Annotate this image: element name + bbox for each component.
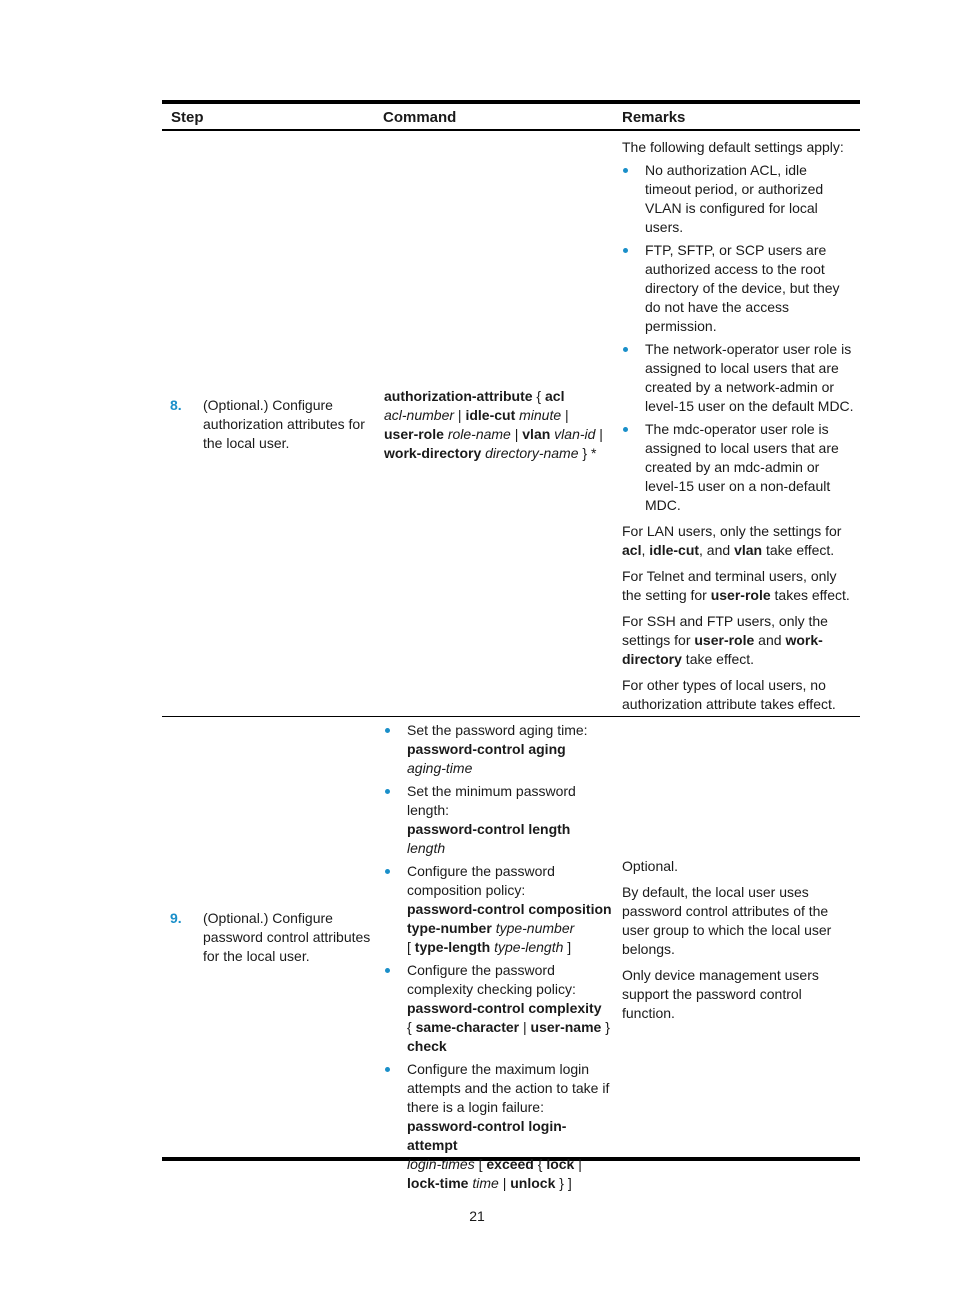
command-keyword: lock-time (407, 1175, 469, 1191)
command-keyword: password-control complexity (407, 1000, 602, 1016)
remarks-cell-8 (622, 138, 854, 721)
list-item (622, 241, 854, 336)
command-keyword: password-control composition (407, 901, 612, 917)
list-item (622, 340, 854, 416)
command-keyword: password-control length (407, 821, 571, 837)
command-syntax: } (601, 1019, 610, 1035)
bullet-icon (623, 168, 628, 173)
note-keyword: user-role (694, 632, 755, 648)
list-item (384, 721, 612, 778)
note-text: For LAN users, only the settings for (622, 523, 842, 539)
command-syntax: ] (563, 939, 572, 955)
command-line (407, 759, 612, 778)
command-line (407, 740, 612, 759)
note-text: takes effect. (770, 587, 850, 603)
command-syntax: [ (474, 1156, 487, 1172)
command-line (407, 900, 612, 919)
command-syntax: { (533, 1156, 547, 1172)
command-syntax: | (561, 407, 569, 423)
step-number-8: 8. (170, 397, 182, 413)
table-top-rule (162, 100, 860, 104)
command-keyword: idle-cut (465, 407, 516, 423)
note-text: For Telnet and terminal users, only the setting for (622, 568, 837, 603)
command-argument: role-name (447, 426, 511, 442)
header-command: Command (383, 109, 457, 126)
command-keyword: password-control aging (407, 741, 566, 757)
command-keyword: acl (545, 388, 565, 404)
command-syntax: | (454, 407, 466, 423)
command-keyword: work-directory (384, 445, 482, 461)
command-list (384, 721, 612, 1193)
step-description-8: (Optional.) Configure authorization attributes for the local user. (203, 397, 365, 451)
bullet-icon (623, 427, 628, 432)
step-number-9: 9. (170, 910, 182, 926)
list-item (622, 420, 854, 515)
command-keyword: vlan (522, 426, 551, 442)
command-argument: aging-time (407, 760, 473, 776)
bullet-icon (623, 248, 628, 253)
command-keyword: user-name (530, 1019, 602, 1035)
command-keyword: type-number (407, 920, 492, 936)
command-description: Configure the password composition policy: (407, 863, 555, 898)
list-item (384, 782, 612, 858)
header-remarks: Remarks (622, 109, 686, 126)
command-argument: acl-number (384, 407, 455, 423)
command-syntax: { (532, 388, 546, 404)
telnet-users-note (622, 567, 854, 605)
note-text: For SSH and FTP users, only the settings for (622, 613, 828, 648)
command-syntax: | (498, 1175, 511, 1191)
list-item (622, 161, 854, 237)
command-line (384, 387, 612, 406)
command-syntax: } * (578, 445, 597, 461)
header-bottom-rule (162, 129, 860, 131)
command-syntax: } ] (555, 1175, 572, 1191)
list-item-text: No authorization ACL, idle timeout period, or authorized VLAN is configured for local users. (645, 162, 824, 235)
command-keyword: same-character (415, 1019, 520, 1035)
command-description: Configure the password complexity checking policy: (407, 962, 576, 997)
command-keyword: type-length (414, 939, 491, 955)
note-text: take effect. (681, 651, 755, 667)
command-description: Set the minimum password length: (407, 783, 576, 818)
default-settings-list (622, 161, 854, 515)
note-text: and (754, 632, 786, 648)
command-line (384, 444, 612, 463)
bullet-icon (385, 968, 390, 973)
command-argument: time (472, 1175, 499, 1191)
command-syntax: { (407, 1019, 416, 1035)
command-keyword: password-control login-attempt (407, 1118, 567, 1153)
list-item (384, 862, 612, 957)
command-cell-9 (384, 721, 612, 1197)
command-line (407, 1037, 612, 1056)
note-keyword: acl (622, 542, 642, 558)
note-keyword: user-role (710, 587, 771, 603)
note-text: , (641, 542, 650, 558)
command-syntax: | (519, 1019, 531, 1035)
ssh-users-note (622, 612, 854, 669)
command-line (384, 425, 612, 444)
page-number: 21 (469, 1208, 485, 1224)
command-line (407, 1117, 612, 1155)
command-syntax: | (595, 426, 603, 442)
command-keyword: authorization-attribute (384, 388, 533, 404)
remarks-cell-9 (622, 857, 847, 1030)
command-keyword: unlock (510, 1175, 556, 1191)
bullet-icon (623, 347, 628, 352)
command-argument: type-number (495, 920, 575, 936)
remarks-note: Only device management users support the password control function. (622, 967, 819, 1021)
command-line (407, 1174, 612, 1193)
command-line (407, 999, 612, 1018)
note-text: , and (699, 542, 735, 558)
note-keyword: work-directory (622, 632, 823, 667)
other-users-note: For other types of local users, no authorization attribute takes effect. (622, 677, 836, 712)
command-line (407, 820, 612, 858)
note-text: take effect. (762, 542, 835, 558)
bullet-icon (385, 728, 390, 733)
list-item (384, 961, 612, 1056)
command-keyword: lock (546, 1156, 575, 1172)
command-argument: minute (519, 407, 562, 423)
note-keyword: idle-cut (649, 542, 700, 558)
command-cell-8 (384, 387, 612, 463)
command-line (407, 1155, 612, 1174)
header-step: Step (171, 109, 204, 126)
command-syntax: | (510, 426, 523, 442)
command-keyword: user-role (384, 426, 444, 442)
command-syntax: [ (407, 939, 415, 955)
command-argument: type-length (494, 939, 564, 955)
step-description-9: (Optional.) Configure password control attributes for the local user. (203, 910, 371, 964)
command-line (407, 919, 612, 938)
command-argument: length (407, 840, 446, 856)
list-item-text: FTP, SFTP, or SCP users are authorized access to the root directory of the device, but they do not have the access permission. (645, 242, 840, 334)
note-keyword: vlan (734, 542, 763, 558)
command-argument: login-times (407, 1156, 475, 1172)
list-item (384, 1060, 612, 1193)
command-keyword: exceed (486, 1156, 534, 1172)
command-keyword: check (407, 1038, 447, 1054)
lan-users-note (622, 522, 854, 560)
command-description: Set the password aging time: (407, 722, 588, 738)
bullet-icon (385, 789, 390, 794)
command-argument: vlan-id (554, 426, 596, 442)
remarks-optional: Optional. (622, 858, 679, 874)
bullet-icon (385, 1067, 390, 1072)
command-syntax: | (574, 1156, 582, 1172)
list-item-text: The network-operator user role is assigned to local users that are created by a network-admin or level-15 user on the default MDC. (645, 341, 854, 414)
remarks-intro: The following default settings apply: (622, 139, 844, 155)
command-argument: directory-name (485, 445, 579, 461)
bullet-icon (385, 869, 390, 874)
command-line (384, 406, 612, 425)
list-item-text: The mdc-operator user role is assigned to local users that are created by an mdc-admin or level-15 user on a non-default MDC. (645, 421, 839, 513)
command-description: Configure the maximum login attempts and the action to take if there is a login failure: (407, 1061, 610, 1115)
command-line (407, 1018, 612, 1037)
remarks-default: By default, the local user uses password control attributes of the user group to which the local user belongs. (622, 884, 832, 957)
command-line (407, 938, 612, 957)
